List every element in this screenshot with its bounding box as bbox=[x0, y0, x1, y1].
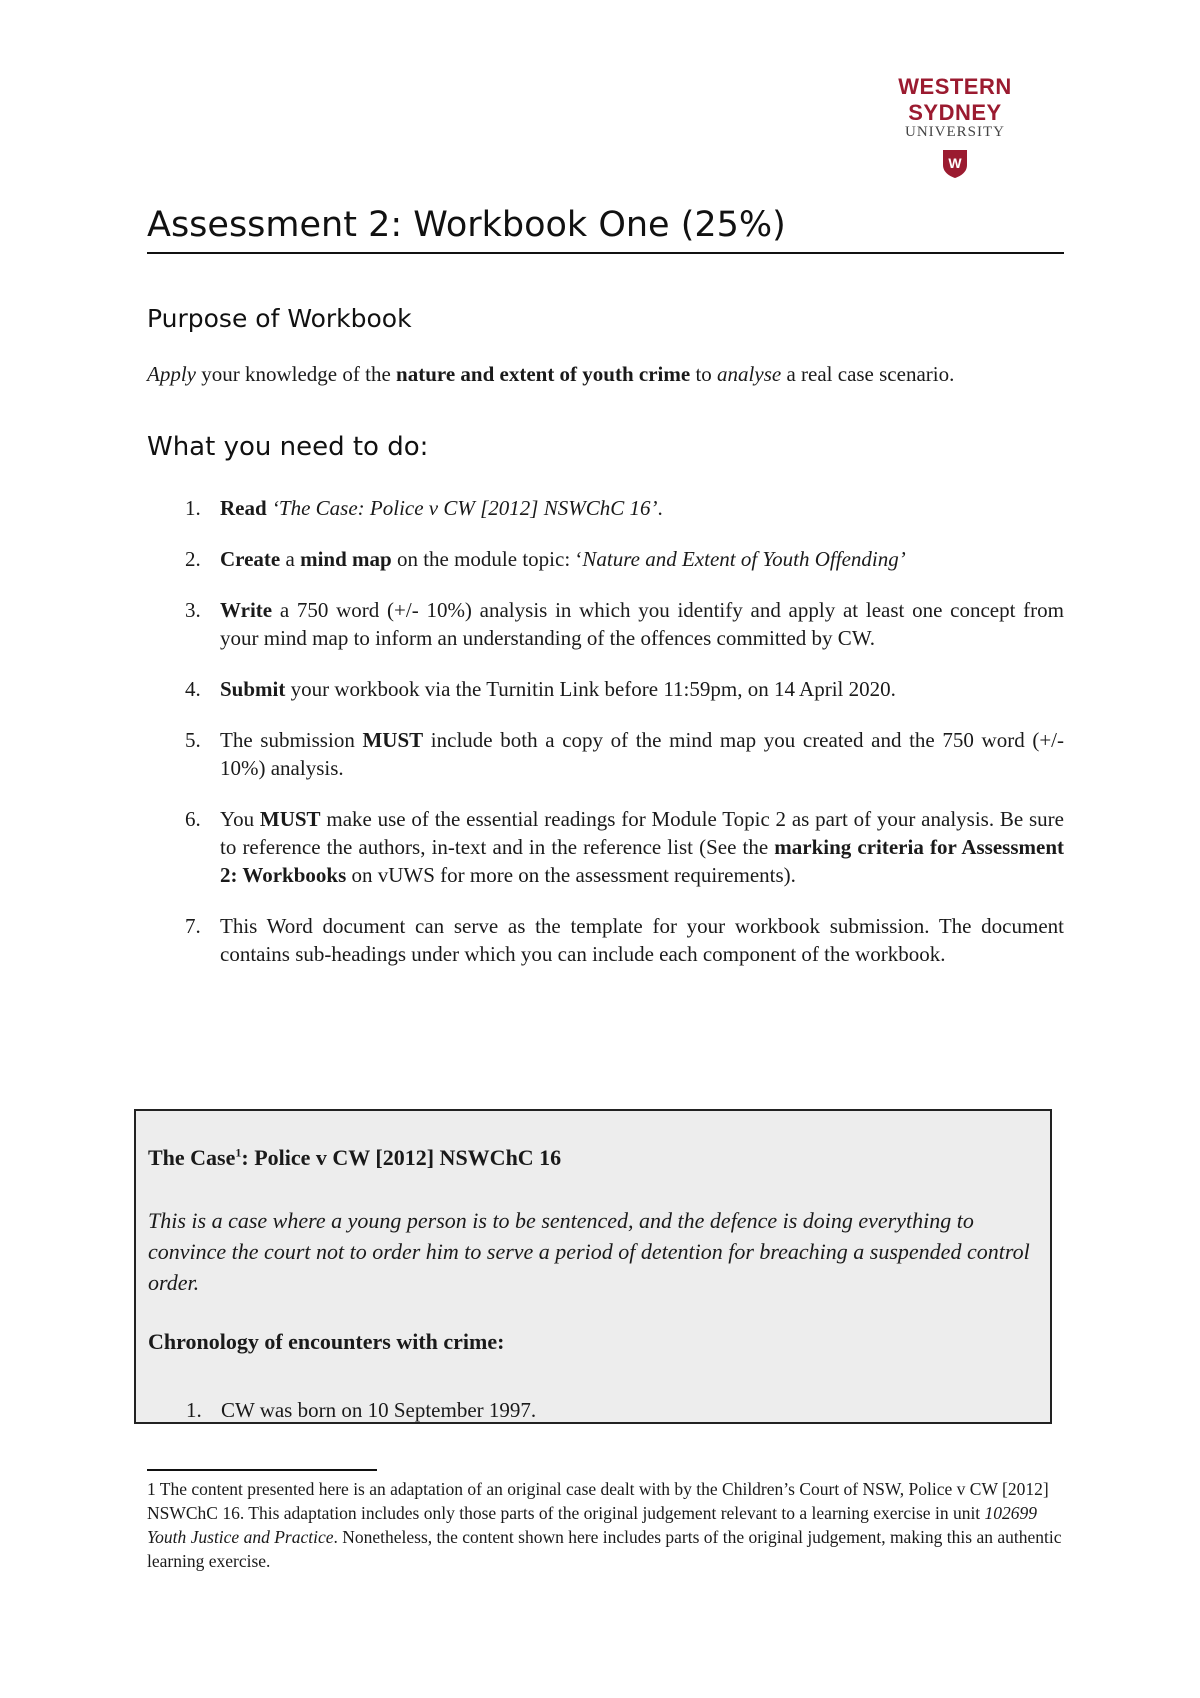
list-item: 2. Create a mind map on the module topic: ‘Nature and Extent of Youth Offending’ bbox=[185, 547, 906, 571]
list-item: 6. You MUST make use of the essential readings for Module Topic 2 as part of your analysis. Be sure to reference the authors, in-text and in the reference list (See the marking criteria for Assessment 2: Workbooks on vUWS for more on the assessment requirements). bbox=[185, 807, 1064, 887]
footnote-ref: 1 bbox=[235, 1145, 242, 1160]
case-title: The Case$^1$: Police v CW [2012] NSWChC 16 bbox=[148, 1145, 562, 1170]
unit-name: 102699 Youth Justice and Practice bbox=[147, 1503, 1038, 1547]
todo-heading: What you need to do: bbox=[147, 432, 429, 462]
list-item: 4. Submit your workbook via the Turnitin Link before 11:59pm, on 14 April 2020. bbox=[185, 677, 896, 701]
university-logo bbox=[850, 74, 1060, 184]
todo-list bbox=[147, 494, 1064, 991]
chronology-heading: Chronology of encounters with crime: bbox=[148, 1329, 505, 1354]
footnote-divider bbox=[147, 1469, 377, 1471]
footnote: 1 The content presented here is an adaptation of an original case dealt with by the Children’s Court of NSW, Police v CW [2012] NSWChC 16. This adaptation includes only those parts of the original judgement relevant to a learning exercise in unit 102699 Youth Justice and Practice. Nonetheless, the content shown here includes parts of the original judgement, making this an authentic learning exercise. bbox=[147, 1479, 1062, 1571]
purpose-paragraph: Apply your knowledge of the nature and extent of youth crime to analyse a real case scenario. bbox=[147, 362, 955, 386]
list-item: 3. Write a 750 word (+/- 10%) analysis in which you identify and apply at least one concept from your mind map to inform an understanding of the offences committed by CW. bbox=[185, 598, 1064, 650]
purpose-heading: Purpose of Workbook bbox=[147, 304, 412, 333]
list-item: 7. This Word document can serve as the template for your workbook submission. The document contains sub-headings under which you can include each component of the workbook. bbox=[185, 914, 1064, 966]
shield-letter: W bbox=[948, 155, 962, 171]
list-item: 5. The submission MUST include both a copy of the mind map you created and the 750 word (+/- 10%) analysis. bbox=[185, 728, 1065, 780]
purpose-topic: nature and extent of youth crime bbox=[396, 362, 691, 386]
shield-icon bbox=[942, 149, 968, 179]
list-item: 1. CW was born on 10 September 1997. bbox=[186, 1398, 537, 1422]
purpose-apply: Apply bbox=[147, 362, 196, 386]
logo-wordmark: WESTERN SYDNEY bbox=[898, 74, 1012, 125]
list-item: 1. Read ‘The Case: Police v CW [2012] NSWChC 16’. bbox=[185, 496, 663, 520]
case-box bbox=[134, 1109, 1052, 1424]
page-title: Assessment 2: Workbook One (25%) bbox=[147, 204, 1064, 254]
purpose-analyse: analyse bbox=[717, 362, 782, 386]
logo-subtitle: UNIVERSITY bbox=[905, 124, 1005, 140]
case-intro: This is a case where a young person is to be sentenced, and the defence is doing everything to convince the court not to order him to serve a period of detention for breaching a suspended control order. bbox=[148, 1208, 1030, 1295]
